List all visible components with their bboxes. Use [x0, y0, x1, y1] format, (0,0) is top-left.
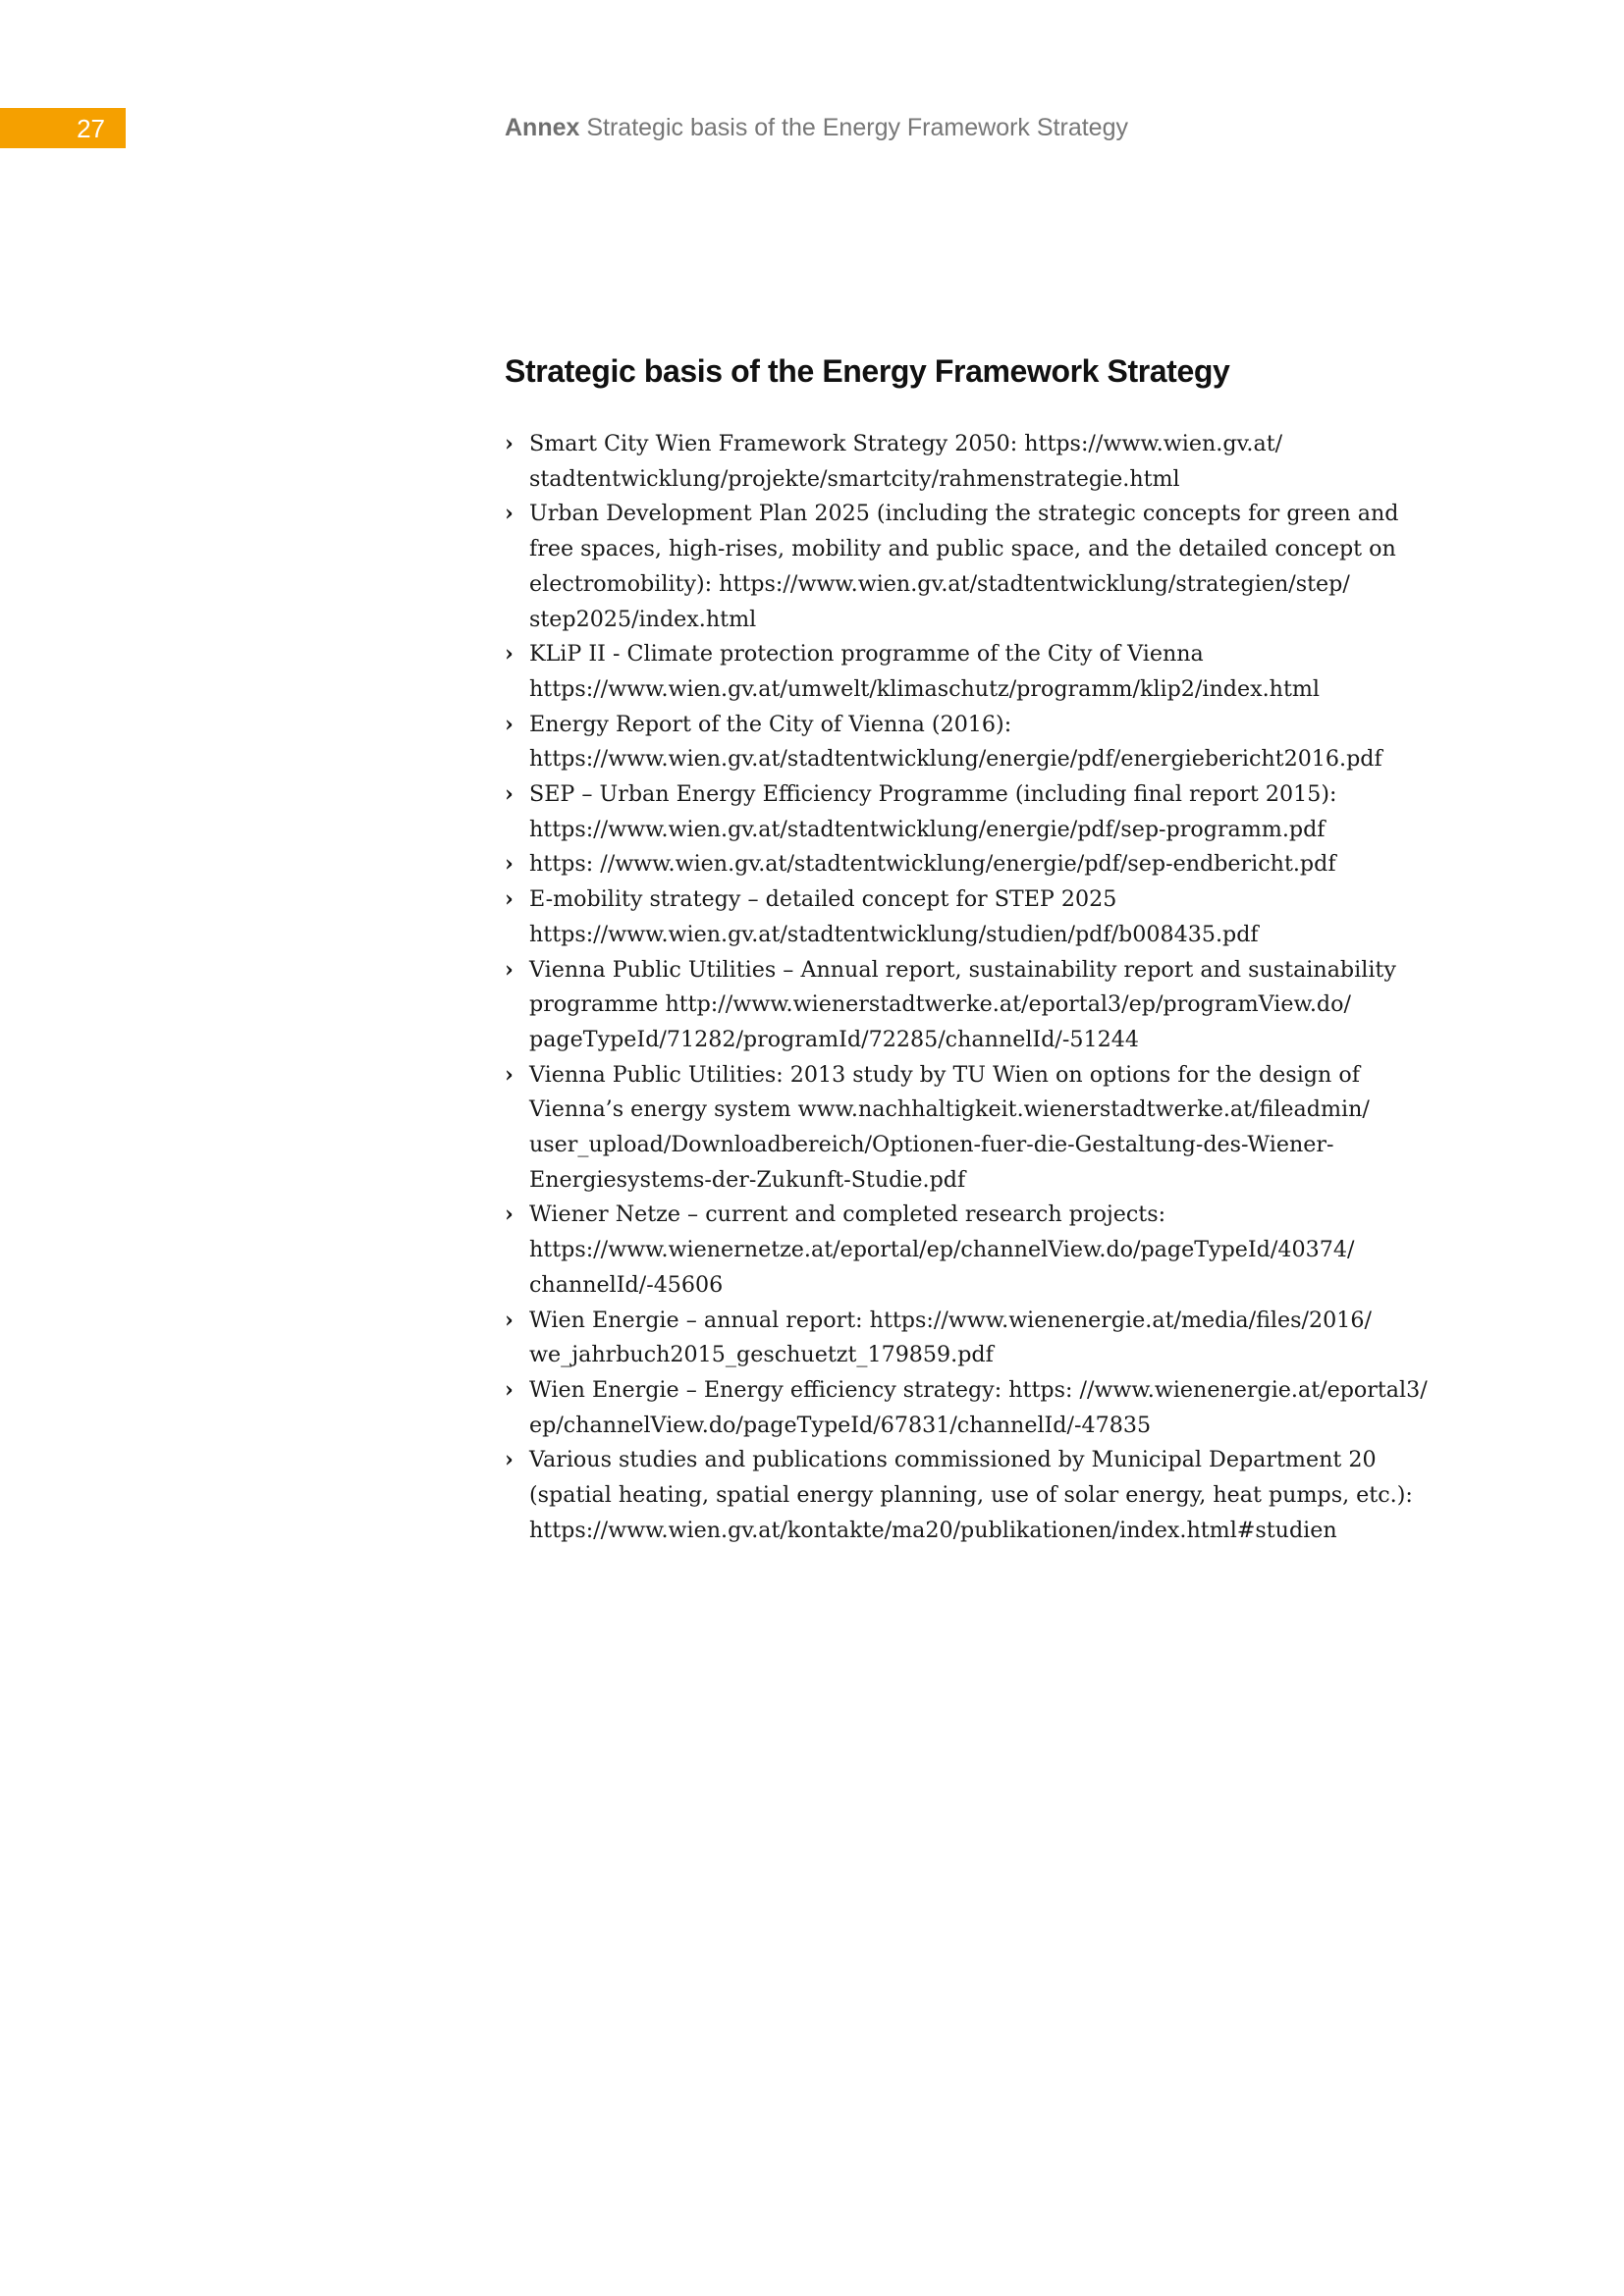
- section-title: Strategic basis of the Energy Framework Strategy: [505, 353, 1230, 389]
- bullet-icon: ›: [505, 641, 514, 667]
- bullet-icon: ›: [505, 956, 514, 983]
- list-item-line: https://www.wienernetze.at/eportal/ep/channelView.do/pageTypeId/40374/: [529, 1237, 1355, 1263]
- reference-list: [505, 427, 1487, 1549]
- list-item-line: E-mobility strategy – detailed concept for STEP 2025: [529, 886, 1117, 913]
- list-item: [505, 847, 1487, 882]
- list-item-line: step2025/index.html: [529, 606, 757, 632]
- list-item-line: programme http://www.wienerstadtwerke.at/eportal3/ep/programView.do/: [529, 991, 1351, 1018]
- list-item-line: electromobility): https://www.wien.gv.at/stadtentwicklung/strategien/step/: [529, 570, 1350, 597]
- bullet-icon: ›: [505, 1061, 514, 1088]
- list-item-line: we_jahrbuch2015_geschuetzt_179859.pdf: [529, 1342, 994, 1368]
- list-item: [505, 1198, 1487, 1303]
- list-item: [505, 777, 1487, 847]
- list-item-line: Vienna’s energy system www.nachhaltigkeit.wienerstadtwerke.at/fileadmin/: [529, 1096, 1370, 1123]
- list-item: [505, 882, 1487, 952]
- list-item-line: channelId/-45606: [529, 1271, 724, 1298]
- list-item-line: Smart City Wien Framework Strategy 2050: https://www.wien.gv.at/: [529, 431, 1283, 456]
- bullet-icon: ›: [505, 1447, 514, 1473]
- running-header: [505, 112, 1128, 143]
- page-number: 27: [77, 114, 105, 143]
- list-item-line: Energy Report of the City of Vienna (2016):: [529, 711, 1012, 737]
- running-header-text: Strategic basis of the Energy Framework Strategy: [579, 114, 1128, 141]
- list-item-line: Various studies and publications commissioned by Municipal Department 20: [529, 1447, 1377, 1473]
- list-item-line: https: //www.wien.gv.at/stadtentwicklung/energie/pdf/sep-endbericht.pdf: [529, 851, 1336, 878]
- list-item-line: Energiesystems-der-Zukunft-Studie.pdf: [529, 1166, 966, 1193]
- list-item: [505, 427, 1487, 497]
- list-item-line: Wien Energie – annual report: https://www.wienenergie.at/media/files/2016/: [529, 1307, 1372, 1333]
- list-item-line: Wiener Netze – current and completed research projects:: [529, 1201, 1166, 1228]
- list-item-line: Vienna Public Utilities – Annual report, sustainability report and sustainability: [529, 956, 1396, 983]
- list-item-line: free spaces, high-rises, mobility and public space, and the detailed concept on: [529, 536, 1396, 562]
- list-item-line: Vienna Public Utilities: 2013 study by TU Wien on options for the design of: [529, 1061, 1360, 1088]
- list-item-line: https://www.wien.gv.at/stadtentwicklung/energie/pdf/energiebericht2016.pdf: [529, 746, 1382, 773]
- bullet-icon: ›: [505, 1307, 514, 1333]
- list-item: [505, 1373, 1487, 1443]
- list-item-line: user_upload/Downloadbereich/Optionen-fuer-die-Gestaltung-des-Wiener-: [529, 1132, 1334, 1158]
- list-item-line: https://www.wien.gv.at/umwelt/klimaschutz/programm/klip2/index.html: [529, 675, 1320, 702]
- page-number-tab: [0, 108, 126, 148]
- list-item-line: https://www.wien.gv.at/stadtentwicklung/studien/pdf/b008435.pdf: [529, 921, 1259, 947]
- list-item: [505, 497, 1487, 637]
- list-item: [505, 1443, 1487, 1548]
- list-item: [505, 708, 1487, 777]
- bullet-icon: ›: [505, 851, 514, 878]
- list-item-line: pageTypeId/71282/programId/72285/channelId/-51244: [529, 1026, 1139, 1052]
- bullet-icon: ›: [505, 1201, 514, 1228]
- bullet-icon: ›: [505, 711, 514, 737]
- running-header-label: Annex: [505, 114, 580, 141]
- bullet-icon: ›: [505, 501, 514, 527]
- list-item-line: SEP – Urban Energy Efficiency Programme (including final report 2015):: [529, 781, 1337, 808]
- list-item-line: (spatial heating, spatial energy planning, use of solar energy, heat pumps, etc.):: [529, 1482, 1413, 1509]
- bullet-icon: ›: [505, 886, 514, 913]
- list-item-line: KLiP II - Climate protection programme of the City of Vienna: [529, 641, 1204, 667]
- list-item-line: ep/channelView.do/pageTypeId/67831/channelId/-47835: [529, 1412, 1152, 1438]
- list-item-line: Urban Development Plan 2025 (including the strategic concepts for green and: [529, 501, 1399, 527]
- list-item-line: Wien Energie – Energy efficiency strategy: https: //www.wienenergie.at/eportal3/: [529, 1376, 1428, 1403]
- list-item: [505, 1058, 1487, 1199]
- bullet-icon: ›: [505, 1376, 514, 1403]
- bullet-icon: ›: [505, 431, 514, 456]
- list-item-line: https://www.wien.gv.at/stadtentwicklung/energie/pdf/sep-programm.pdf: [529, 816, 1326, 842]
- list-item: [505, 637, 1487, 707]
- list-item: [505, 1304, 1487, 1373]
- list-item: [505, 953, 1487, 1058]
- list-item-line: stadtentwicklung/projekte/smartcity/rahmenstrategie.html: [529, 465, 1180, 492]
- list-item-line: https://www.wien.gv.at/kontakte/ma20/publikationen/index.html#studien: [529, 1517, 1337, 1543]
- bullet-icon: ›: [505, 781, 514, 808]
